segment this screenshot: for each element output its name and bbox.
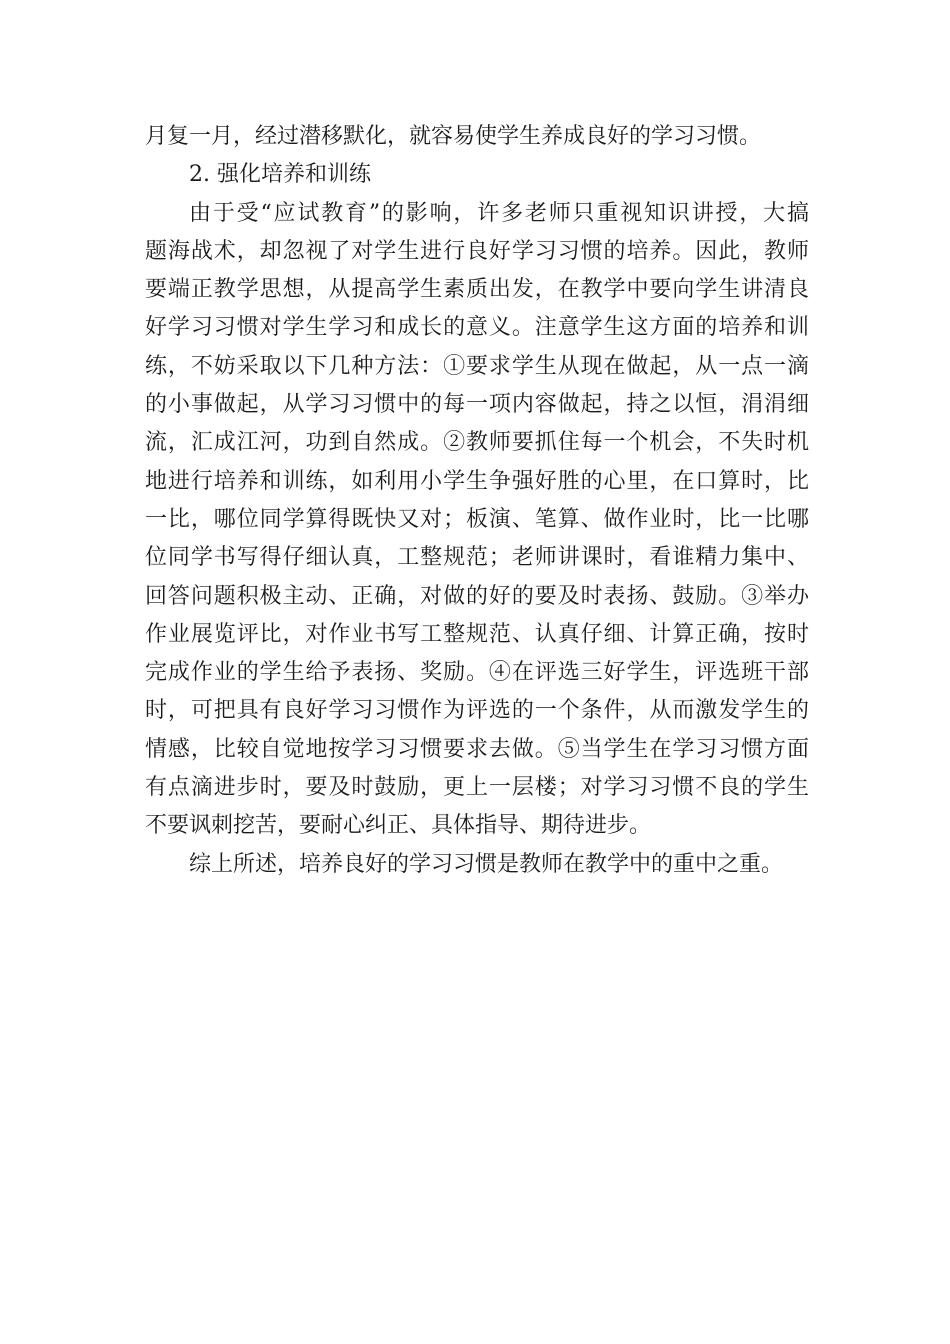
paragraph-line: 不要讽刺挖苦，要耐心纠正、具体指导、期待进步。 — [145, 813, 652, 839]
paragraph-line: 有点滴进步时，要及时鼓励，更上一层楼；对学习习惯不良的学生 — [145, 775, 809, 801]
paragraph-line: 流，汇成江河，功到自然成。②教师要抓住每一个机会，不失时机 — [145, 430, 809, 456]
conclusion-line: 综上所述，培养良好的学习习惯是教师在教学中的重中之重。 — [189, 851, 784, 877]
paragraph-line: 由于受“应试教育”的影响，许多老师只重视知识讲授，大搞 — [189, 200, 809, 226]
paragraph-line: 地进行培养和训练，如利用小学生争强好胜的心里，在口算时，比 — [145, 468, 809, 494]
paragraph-line: 情感，比较自觉地按学习习惯要求去做。⑤当学生在学习习惯方面 — [145, 736, 809, 762]
paragraph-line: 的小事做起，从学习习惯中的每一项内容做起，持之以恒，涓涓细 — [145, 392, 809, 418]
paragraph-line: 练，不妨采取以下几种方法：①要求学生从现在做起，从一点一滴 — [145, 353, 809, 379]
paragraph-line: 时，可把具有良好学习习惯作为评选的一个条件，从而激发学生的 — [145, 698, 809, 724]
paragraph-line: 回答问题积极主动、正确，对做的好的要及时表扬、鼓励。③举办 — [145, 583, 809, 609]
paragraph-line: 要端正教学思想，从提高学生素质出发，在教学中要向学生讲清良 — [145, 277, 809, 303]
paragraph-line: 位同学书写得仔细认真，工整规范；老师讲课时，看谁精力集中、 — [145, 545, 809, 571]
continuation-line: 月复一月，经过潜移默化，就容易使学生养成良好的学习习惯。 — [145, 124, 762, 149]
paragraph-line: 题海战术，却忽视了对学生进行良好学习习惯的培养。因此，教师 — [145, 238, 809, 264]
paragraph-line: 一比，哪位同学算得既快又对；板演、笔算、做作业时，比一比哪 — [145, 506, 809, 532]
paragraph-line: 完成作业的学生给予表扬、奖励。④在评选三好学生，评选班干部 — [145, 660, 809, 686]
section-heading: 2. 强化培养和训练 — [189, 162, 371, 188]
paragraph-line: 好学习习惯对学生学习和成长的意义。注意学生这方面的培养和训 — [145, 315, 809, 341]
body-text — [145, 118, 809, 884]
paragraph-line: 作业展览评比，对作业书写工整规范、认真仔细、计算正确，按时 — [145, 621, 809, 647]
